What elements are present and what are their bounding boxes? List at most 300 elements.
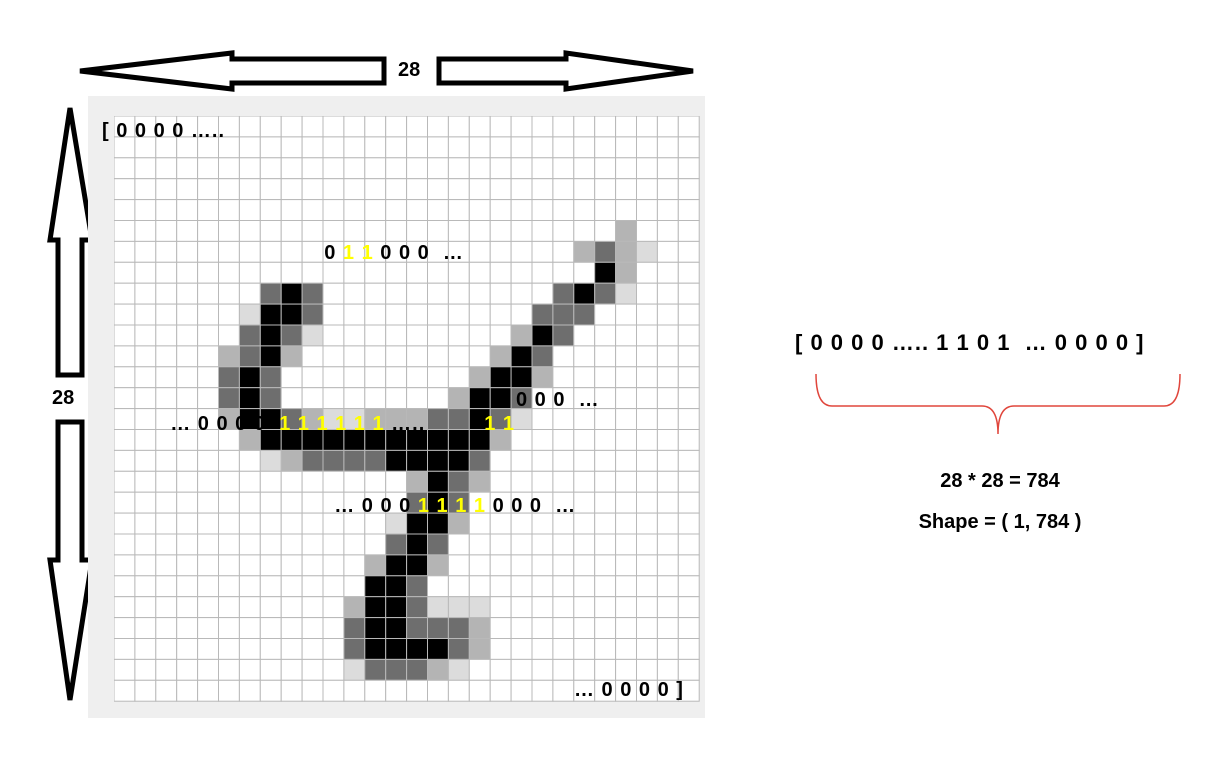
pixel-cell (595, 555, 616, 576)
pixel-cell (114, 597, 135, 618)
pixel-cell (428, 576, 449, 597)
pixel-cell (657, 555, 678, 576)
pixel-cell (177, 597, 198, 618)
pixel-cell (595, 450, 616, 471)
pixel-cell (323, 555, 344, 576)
pixel-cell (135, 179, 156, 200)
pixel-cell (490, 200, 511, 221)
pixel-cell (532, 450, 553, 471)
pixel-cell (323, 116, 344, 137)
pixel-cell (177, 325, 198, 346)
down-arrow-icon (50, 422, 92, 700)
pixel-cell (302, 179, 323, 200)
pixel-cell (637, 262, 658, 283)
pixel-cell (574, 430, 595, 451)
pixel-cell (323, 179, 344, 200)
pixel-cell (511, 659, 532, 680)
row-top-prefix: 0 (324, 242, 343, 264)
pixel-cell (114, 639, 135, 660)
pixel-cell (302, 555, 323, 576)
pixel-cell (156, 555, 177, 576)
pixel-cell (657, 325, 678, 346)
pixel-cell (511, 597, 532, 618)
pixel-cell (511, 639, 532, 660)
pixel-cell (135, 513, 156, 534)
row-mid-suffix: ….. (384, 413, 426, 435)
pixel-cell (490, 367, 511, 388)
pixel-cell (386, 325, 407, 346)
pixel-cell (239, 492, 260, 513)
pixel-cell (637, 116, 658, 137)
pixel-cell (553, 200, 574, 221)
pixel-cell (532, 430, 553, 451)
pixel-cell (135, 283, 156, 304)
pixel-cell (553, 555, 574, 576)
pixel-cell (260, 346, 281, 367)
pixel-cell (114, 262, 135, 283)
pixel-cell (219, 221, 240, 242)
pixel-cell (156, 346, 177, 367)
pixel-cell (365, 576, 386, 597)
pixel-cell (344, 179, 365, 200)
pixel-cell (511, 680, 532, 701)
size-calculation: 28 * 28 = 784 (940, 470, 1060, 492)
pixel-cell (260, 116, 281, 137)
pixel-cell (657, 346, 678, 367)
pixel-cell (156, 492, 177, 513)
pixel-cell (428, 450, 449, 471)
pixel-cell (657, 618, 678, 639)
pixel-cell (657, 576, 678, 597)
pixel-cell (156, 221, 177, 242)
pixel-cell (114, 158, 135, 179)
pixel-cell (595, 221, 616, 242)
row-low-suffix: 0 0 0 … (486, 495, 577, 517)
pixel-cell (657, 388, 678, 409)
pixel-cell (678, 241, 699, 262)
pixel-cell (428, 639, 449, 660)
pixel-cell (574, 262, 595, 283)
pixel-cell (114, 241, 135, 262)
pixel-cell (428, 137, 449, 158)
pixel-cell (553, 137, 574, 158)
pixel-cell (135, 158, 156, 179)
pixel-cell (177, 158, 198, 179)
pixel-cell (344, 325, 365, 346)
pixel-cell (678, 430, 699, 451)
pixel-cell (219, 179, 240, 200)
pixel-cell (177, 283, 198, 304)
pixel-cell (616, 492, 637, 513)
pixel-cell (511, 241, 532, 262)
pixel-cell (428, 304, 449, 325)
pixel-cell (657, 179, 678, 200)
pixel-cell (114, 367, 135, 388)
row-mid-highlight: 1 1 1 1 1 1 (279, 413, 385, 435)
pixel-cell (469, 325, 490, 346)
pixel-cell (344, 346, 365, 367)
pixel-cell (595, 325, 616, 346)
pixel-cell (637, 597, 658, 618)
pixel-cell (323, 618, 344, 639)
pixel-cell (365, 659, 386, 680)
pixel-cell (407, 639, 428, 660)
flattened-vector: [ 0 0 0 0 ….. 1 1 0 1 … 0 0 0 0 ] (795, 330, 1145, 355)
pixel-cell (239, 221, 260, 242)
pixel-cell (469, 158, 490, 179)
pixel-cell (595, 137, 616, 158)
pixel-cell (532, 304, 553, 325)
pixel-cell (114, 430, 135, 451)
pixel-cell (490, 576, 511, 597)
pixel-cell (198, 555, 219, 576)
pixel-cell (114, 555, 135, 576)
pixel-cell (156, 618, 177, 639)
pixel-cell (595, 179, 616, 200)
pixel-cell (532, 680, 553, 701)
pixel-cell (574, 450, 595, 471)
pixel-cell (198, 221, 219, 242)
pixel-cell (469, 304, 490, 325)
pixel-cell (302, 137, 323, 158)
pixel-cell (532, 137, 553, 158)
pixel-cell (657, 200, 678, 221)
pixel-cell (135, 680, 156, 701)
pixel-cell (637, 388, 658, 409)
pixel-cell (616, 513, 637, 534)
pixel-cell (219, 534, 240, 555)
pixel-cell (302, 304, 323, 325)
pixel-cell (239, 534, 260, 555)
pixel-cell (678, 221, 699, 242)
pixel-cell (532, 283, 553, 304)
pixel-cell (574, 221, 595, 242)
pixel-cell (281, 597, 302, 618)
pixel-cell (469, 367, 490, 388)
pixel-cell (657, 158, 678, 179)
pixel-cell (260, 659, 281, 680)
pixel-cell (637, 158, 658, 179)
pixel-cell (365, 137, 386, 158)
pixel-cell (637, 179, 658, 200)
pixel-cell (177, 513, 198, 534)
pixel-cell (616, 221, 637, 242)
pixel-cell (616, 304, 637, 325)
pixel-cell (448, 304, 469, 325)
pixel-cell (678, 367, 699, 388)
width-label: 28 (398, 59, 421, 81)
pixel-cell (448, 137, 469, 158)
pixel-cell (281, 555, 302, 576)
row-mid-highlight-b (458, 388, 515, 460)
pixel-cell (135, 492, 156, 513)
pixel-cell (616, 471, 637, 492)
pixel-cell (448, 179, 469, 200)
pixel-cell (302, 367, 323, 388)
pixel-cell (260, 367, 281, 388)
pixel-cell (428, 597, 449, 618)
pixel-cell (407, 346, 428, 367)
pixel-cell (302, 346, 323, 367)
pixel-cell (657, 283, 678, 304)
pixel-cell (260, 471, 281, 492)
pixel-cell (574, 304, 595, 325)
pixel-cell (281, 639, 302, 660)
pixel-cell (177, 221, 198, 242)
pixel-cell (156, 200, 177, 221)
pixel-cell (156, 283, 177, 304)
pixel-cell (532, 639, 553, 660)
pixel-cell (323, 659, 344, 680)
pixel-cell (281, 471, 302, 492)
pixel-cell (260, 597, 281, 618)
pixel-cell (114, 492, 135, 513)
pixel-cell (678, 513, 699, 534)
pixel-cell (177, 576, 198, 597)
pixel-cell (239, 283, 260, 304)
pixel-cell (114, 618, 135, 639)
pixel-cell (323, 137, 344, 158)
pixel-cell (637, 471, 658, 492)
pixel-cell (114, 304, 135, 325)
pixel-cell (511, 179, 532, 200)
pixel-cell (344, 639, 365, 660)
pixel-cell (219, 283, 240, 304)
pixel-cell (678, 116, 699, 137)
pixel-cell (135, 659, 156, 680)
pixel-cell (344, 304, 365, 325)
pixel-cell (281, 513, 302, 534)
pixel-cell (511, 283, 532, 304)
pixel-cell (219, 680, 240, 701)
pixel-cell (219, 304, 240, 325)
pixel-cell (177, 639, 198, 660)
pixel-cell (616, 158, 637, 179)
pixel-cell (657, 471, 678, 492)
pixel-cell (114, 450, 135, 471)
pixel-cell (448, 639, 469, 660)
pixel-cell (239, 241, 260, 262)
pixel-cell (532, 116, 553, 137)
pixel-cell (407, 659, 428, 680)
pixel-cell (260, 534, 281, 555)
pixel-cell (678, 325, 699, 346)
pixel-cell (574, 597, 595, 618)
pixel-cell (407, 116, 428, 137)
pixel-cell (407, 680, 428, 701)
pixel-cell (428, 388, 449, 409)
pixel-cell (260, 221, 281, 242)
pixel-cell (198, 534, 219, 555)
row-top-highlight: 1 1 (342, 242, 374, 264)
pixel-cell (553, 639, 574, 660)
pixel-cell (448, 346, 469, 367)
pixel-cell (156, 158, 177, 179)
pixel-cell (490, 179, 511, 200)
pixel-cell (135, 555, 156, 576)
pixel-cell (616, 576, 637, 597)
pixel-cell (469, 221, 490, 242)
pixel-cell (177, 346, 198, 367)
pixel-cell (219, 200, 240, 221)
row-mid-values (144, 388, 425, 460)
pixel-cell (637, 325, 658, 346)
pixel-cell (511, 200, 532, 221)
pixel-cell (490, 158, 511, 179)
pixel-cell (302, 597, 323, 618)
pixel-cell (678, 158, 699, 179)
pixel-cell (386, 597, 407, 618)
pixel-cell (469, 576, 490, 597)
pixel-cell (114, 283, 135, 304)
pixel-cell (637, 283, 658, 304)
pixel-cell (198, 576, 219, 597)
pixel-cell (657, 597, 678, 618)
pixel-cell (532, 555, 553, 576)
pixel-cell (637, 430, 658, 451)
pixel-cell (511, 262, 532, 283)
pixel-cell (114, 409, 135, 430)
pixel-cell (532, 179, 553, 200)
pixel-cell (156, 534, 177, 555)
pixel-cell (260, 200, 281, 221)
pixel-cell (574, 576, 595, 597)
pixel-cell (219, 367, 240, 388)
pixel-cell (637, 241, 658, 262)
pixel-cell (386, 304, 407, 325)
pixel-cell (407, 597, 428, 618)
pixel-cell (198, 325, 219, 346)
pixel-cell (198, 179, 219, 200)
pixel-cell (469, 659, 490, 680)
pixel-cell (344, 116, 365, 137)
pixel-cell (323, 158, 344, 179)
pixel-cell (239, 597, 260, 618)
pixel-cell (156, 576, 177, 597)
pixel-cell (135, 325, 156, 346)
pixel-cell (302, 680, 323, 701)
pixel-cell (595, 158, 616, 179)
pixel-cell (532, 346, 553, 367)
pixel-cell (553, 262, 574, 283)
pixel-cell (574, 283, 595, 304)
pixel-cell (281, 492, 302, 513)
pixel-cell (260, 576, 281, 597)
pixel-cell (219, 659, 240, 680)
pixel-cell (657, 241, 678, 262)
pixel-cell (616, 116, 637, 137)
pixel-cell (260, 158, 281, 179)
pixel-cell (198, 471, 219, 492)
pixel-cell (595, 492, 616, 513)
pixel-cell (657, 116, 678, 137)
brace-path (816, 374, 1180, 434)
pixel-cell (448, 576, 469, 597)
pixel-cell (365, 555, 386, 576)
pixel-cell (281, 116, 302, 137)
pixel-cell (260, 241, 281, 262)
pixel-cell (281, 659, 302, 680)
pixel-cell (407, 158, 428, 179)
pixel-cell (532, 576, 553, 597)
pixel-cell (198, 283, 219, 304)
pixel-cell (177, 179, 198, 200)
pixel-cell (302, 618, 323, 639)
pixel-cell (260, 304, 281, 325)
pixel-cell (616, 639, 637, 660)
pixel-cell (553, 680, 574, 701)
pixel-cell (135, 367, 156, 388)
pixel-cell (281, 325, 302, 346)
pixel-cell (532, 200, 553, 221)
pixel-cell (616, 597, 637, 618)
pixel-cell (407, 137, 428, 158)
pixel-cell (219, 158, 240, 179)
pixel-cell (239, 471, 260, 492)
pixel-cell (219, 346, 240, 367)
pixel-cell (156, 639, 177, 660)
pixel-cell (553, 241, 574, 262)
pixel-cell (595, 534, 616, 555)
row-mid-b-highlight: 1 1 (484, 413, 516, 435)
pixel-cell (219, 262, 240, 283)
pixel-cell (239, 179, 260, 200)
pixel-cell (407, 304, 428, 325)
pixel-cell (344, 659, 365, 680)
pixel-cell (657, 367, 678, 388)
pixel-cell (114, 576, 135, 597)
pixel-cell (678, 492, 699, 513)
pixel-cell (616, 262, 637, 283)
pixel-cell (239, 325, 260, 346)
pixel-cell (386, 367, 407, 388)
pixel-cell (595, 262, 616, 283)
pixel-cell (281, 618, 302, 639)
pixel-cell (219, 492, 240, 513)
pixel-cell (323, 680, 344, 701)
pixel-cell (156, 471, 177, 492)
pixel-cell (532, 262, 553, 283)
pixel-cell (386, 639, 407, 660)
pixel-cell (448, 555, 469, 576)
pixel-cell (490, 597, 511, 618)
pixel-cell (469, 639, 490, 660)
pixel-cell (177, 492, 198, 513)
pixel-cell (344, 618, 365, 639)
pixel-cell (344, 597, 365, 618)
pixel-cell (574, 555, 595, 576)
pixel-cell (344, 576, 365, 597)
pixel-cell (448, 680, 469, 701)
row-low-highlight: 1 1 1 1 (417, 495, 487, 517)
pixel-cell (239, 262, 260, 283)
pixel-cell (595, 471, 616, 492)
pixel-cell (637, 221, 658, 242)
pixel-cell (219, 618, 240, 639)
pixel-cell (637, 409, 658, 430)
pixel-cell (532, 367, 553, 388)
pixel-cell (490, 680, 511, 701)
pixel-cell (490, 325, 511, 346)
pixel-cell (511, 346, 532, 367)
pixel-cell (323, 576, 344, 597)
pixel-cell (574, 492, 595, 513)
pixel-cell (553, 597, 574, 618)
pixel-cell (448, 325, 469, 346)
up-arrow-icon (50, 108, 92, 375)
brace-icon (812, 372, 1192, 442)
pixel-cell (574, 137, 595, 158)
